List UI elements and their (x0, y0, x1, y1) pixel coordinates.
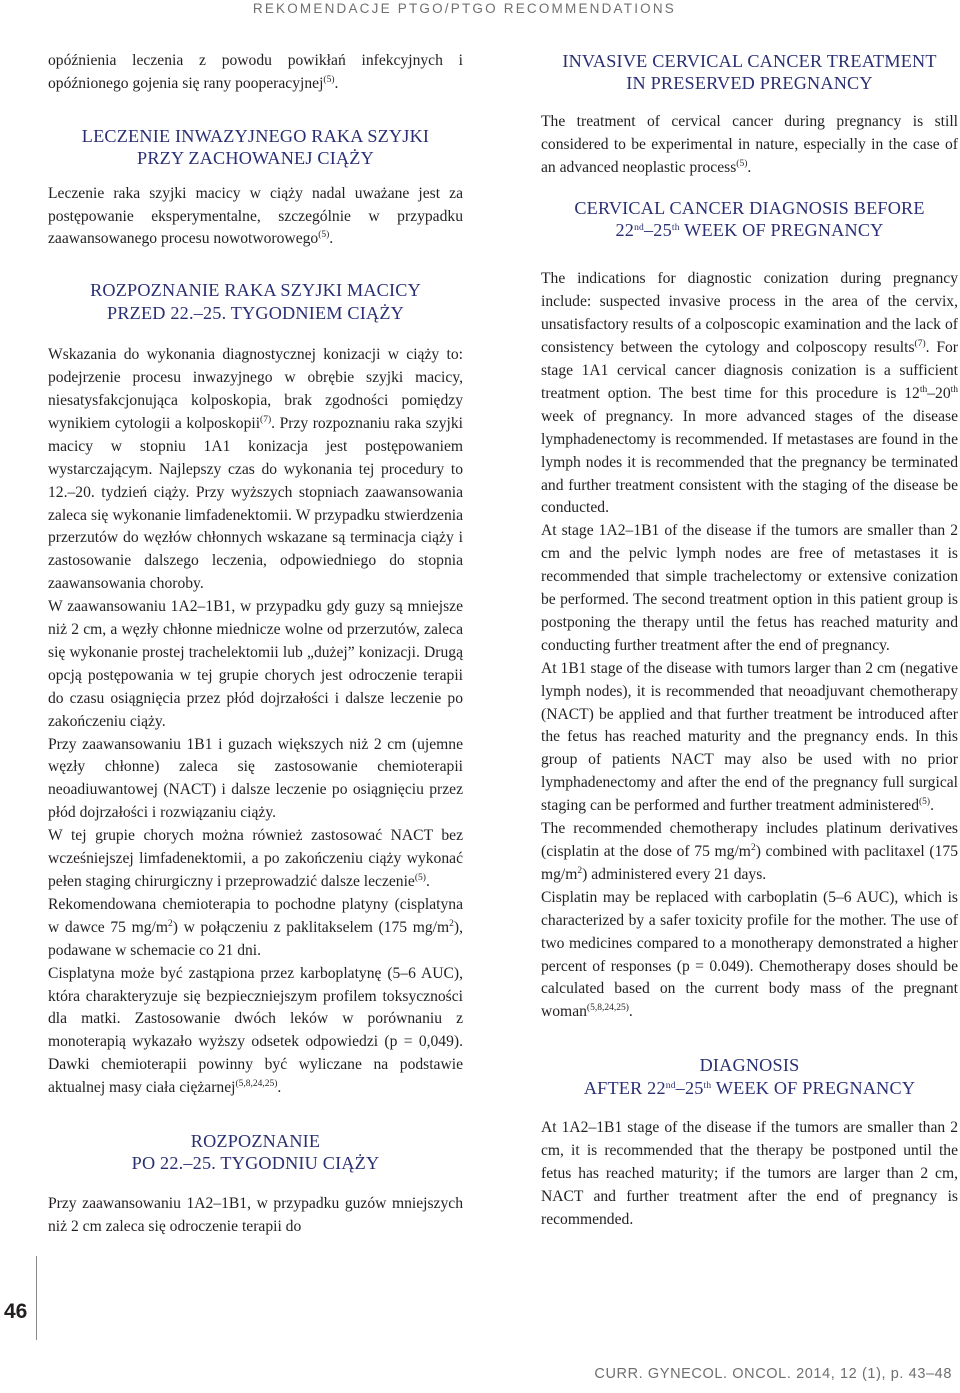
right-column (541, 50, 958, 1232)
running-head: REKOMENDACJE PTGO/PTGO RECOMMENDATIONS (252, 1, 676, 16)
paragraph: Leczenie raka szyjki macicy w ciąży nadal uważane jest za postępowanie eksperymentalne, szczególnie w przypadku zaawansowanego procesu nowotworowego$^{(5)}$. (48, 184, 463, 248)
paragraph: At 1A2–1B1 stage of the disease if the tumors are smaller than 2 cm, it is recommended that the therapy be postponed until the fetus has reached maturity; if the tumors are larger than 2 cm, NACT and further treatment after the end of pregnancy is recommended. (541, 1119, 958, 1228)
paragraph: Rekomendowana chemioterapia to pochodne platyny (cisplatyna w dawce 75 $mg/m^2$) w połączeniu z paklitakselem (175 $mg/m^2$), podawane w schemacie co 21 dni. (48, 895, 463, 959)
paragraph: opóźnienia leczenia z powodu powikłań infekcyjnych i opóźnionego gojenia się rany pooperacyjnej$^{(5)}$. (48, 52, 463, 92)
paragraph: At 1B1 stage of the disease with tumors larger than 2 cm (negative lymph nodes), it is recommended that neoadjuvant chemotherapy (NACT) be applied and that further treatment be introduced after the fetus has reached maturity and the pregnancy ends. In this group of patients NACT may also be used with no prior lymphadenectomy and after the end of the pregnancy full surgical staging can be performed and further treatment administered$^{(5)}$. (541, 659, 958, 815)
paragraph: The indications for diagnostic conization during pregnancy include: suspected invasive process in the area of the cervix, unsatisfactory results of a colposcopic examination and the lack of consistency between the cytology and colposcopy results$^{(7)}$. For stage 1A1 cervical cancer diagnosis conization is a sufficient treatment option. The best time for this procedure is 12th–20th week of pregnancy. In more advanced stages of the disease lymphadenectomy is recommended. If metastases are found in the lymph nodes it is recommended that the pregnancy be terminated and further treatment consistent with the staging of the disease be conducted. (541, 270, 958, 517)
paragraph: At stage 1A2–1B1 of the disease if the tumors are smaller than 2 cm and the pelvic lymph nodes are free of metastases it is recommended that simple trachelectomy or extensive conization be performed. The second treatment option in this patient group is postponing the therapy until the fetus has reached maturity and conducting further treatment after the end of pregnancy. (541, 522, 958, 654)
section-heading: INVASIVE CERVICAL CANCER TREATMENT IN PRESERVED PREGNANCY (562, 51, 937, 94)
paragraph: W zaawansowaniu 1A2–1B1, w przypadku gdy guzy są mniejsze niż 2 cm, a węzły chłonne miednicze wolne od przerzutów, zaleca się wykonanie prostej trachelektomii lub „dużej” konizacji. Drugą opcją postępowania w tej grupie chorych jest odroczenie terapii do czasu osiągnięcia przez płód dojrzałości i dalsze leczenie po zakończeniu ciąży. (48, 598, 463, 730)
journal-citation: CURR. GYNECOL. ONCOL. 2014, 12 (1), p. 43–48 (594, 1366, 952, 1382)
section-heading: LECZENIE INWAZYJNEGO RAKA SZYJKI PRZY ZACHOWANEJ CIĄŻY (81, 125, 430, 169)
paragraph: Cisplatyna może być zastąpiona przez karboplatynę (5–6 AUC), która charakteryzuje się bezpieczniejszym profilem toksyczności dla matki. Zastosowanie dwóch leków w porównaniu z monoterapią wykazało wyższy odsetek odpowiedzi (p = 0,049). Dawki chemioterapii powinny być wyliczane na podstawie aktualnej masy ciała ciężarnej$^{(5,8,24,25)}$. (48, 964, 463, 1097)
page-number: 46 (4, 1300, 28, 1323)
paragraph: Przy zaawansowaniu 1B1 i guzach większych niż 2 cm (ujemne węzły chłonne) zaleca się zastosowanie chemioterapii neoadiuwantowej (NACT) i dalsze leczenie po osiągnięciu przez płód dojrzałości i rozwiązaniu ciąży. (48, 735, 463, 822)
section-heading: ROZPOZNANIE RAKA SZYJKI MACICY PRZED 22.–25. TYGODNIEM CIĄŻY (90, 280, 421, 323)
paragraph: The recommended chemotherapy includes platinum derivatives (cisplatin at the dose of 75 $mg/m^2$) combined with paclitaxel (175 $mg/m^2$) administered every 21 days. (541, 820, 958, 883)
section-heading: CERVICAL CANCER DIAGNOSIS BEFORE 22nd–25th WEEK OF PREGNANCY (574, 197, 925, 240)
left-column (48, 50, 463, 1239)
section-heading: DIAGNOSIS AFTER 22nd–25th WEEK OF PREGNANCY (583, 1055, 916, 1098)
paragraph: The treatment of cervical cancer during pregnancy is still considered to be experimental in nature, especially in the case of an advanced neoplastic process$^{(5)}$. (541, 112, 958, 176)
paragraph: Cisplatin may be replaced with carboplatin (5–6 AUC), which is characterized by a safer toxicity profile for the mother. The use of two medicines compared to a monotherapy demonstrated a higher percent of responses (p = 0.049). Chemotherapy doses should be calculated based on the current body mass of the pregnant woman$^{(5,8,24,25)}$. (541, 888, 958, 1021)
page-number-rule (36, 1256, 37, 1340)
section-heading: ROZPOZNANIE PO 22.–25. TYGODNIU CIĄŻY (131, 1131, 380, 1174)
paragraph: Przy zaawansowaniu 1A2–1B1, w przypadku guzów mniejszych niż 2 cm zaleca się odroczenie terapii do (48, 1194, 463, 1235)
paragraph: Wskazania do wykonania diagnostycznej konizacji w ciąży to: podejrzenie procesu inwazyjnego w obrębie szyjki macicy, niesatysfakcjonująca kolposkopia, brak zgodności pomiędzy wynikiem cytologii a kolposkopii$^{(7)}$. Przy rozpoznaniu raka szyjki macicy w stopniu 1A1 konizacja jest postępowaniem wystarczającym. Najlepszy czas do wykonania tej procedury to 12.–20. tydzień ciąży. Przy wyższych stopniach zaawansowania zaleca się wykonanie limfadenektomii. W przypadku stwierdzenia przerzutów do węzłów chłonnych wskazane są terminacja ciąży i zastosowanie dalszego leczenia, odpowiedniego do stopnia zaawansowania choroby. (48, 346, 463, 593)
paragraph: W tej grupie chorych można również zastosować NACT bez wcześniejszej limfadenektomii, a po zakończeniu ciąży wykonać pełen staging chirurgiczny i przeprowadzić dalsze leczenie$^{(5)}$. (48, 827, 463, 890)
